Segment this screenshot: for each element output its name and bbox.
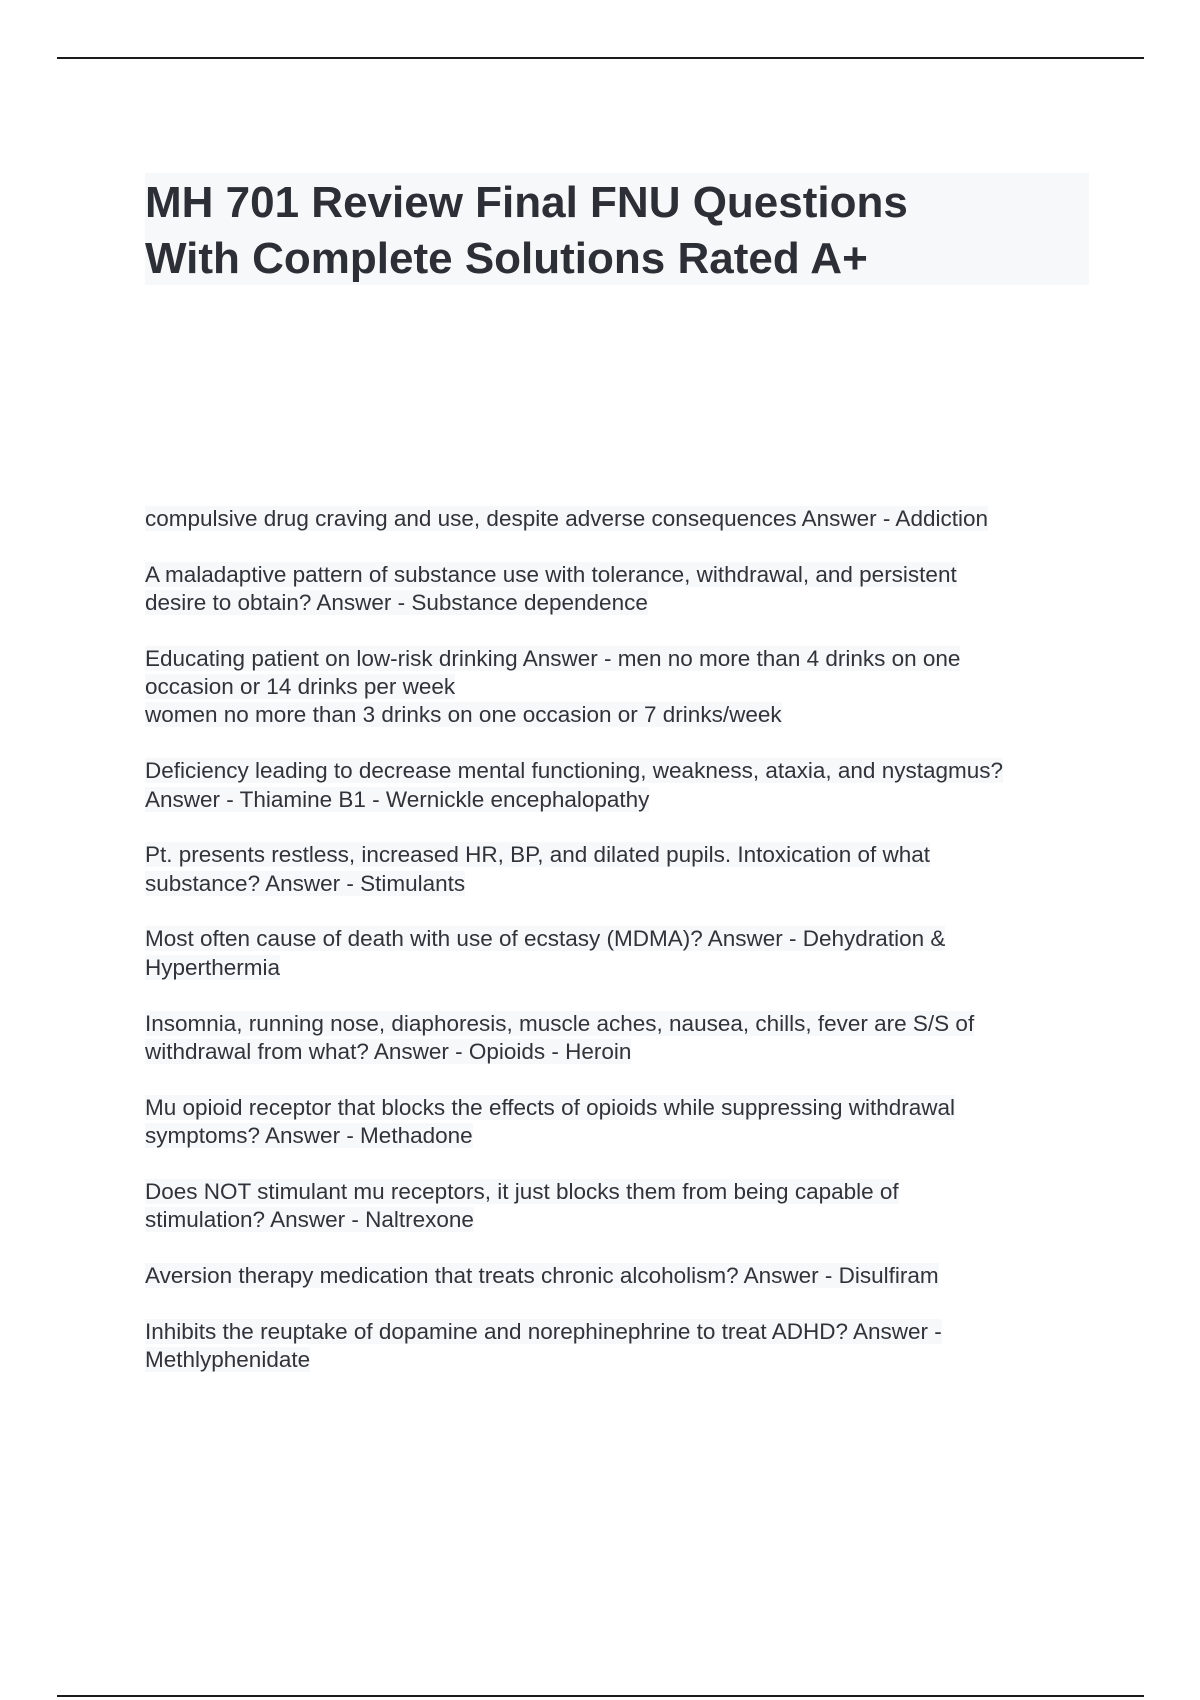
qa-line: substance? Answer - Stimulants bbox=[145, 870, 466, 896]
qa-line: Aversion therapy medication that treats chronic alcoholism? Answer - Disulfiram bbox=[145, 1262, 939, 1288]
qa-item-6 bbox=[145, 925, 1105, 982]
qa-item-11 bbox=[145, 1318, 1105, 1375]
qa-line: Does NOT stimulant mu receptors, it just blocks them from being capable of bbox=[145, 1178, 899, 1204]
qa-line: compulsive drug craving and use, despite adverse consequences Answer - Addiction bbox=[145, 506, 988, 531]
document-title bbox=[145, 173, 1089, 285]
qa-item-7 bbox=[145, 1010, 1105, 1067]
qa-line: withdrawal from what? Answer - Opioids - Heroin bbox=[145, 1038, 632, 1064]
qa-line: Mu opioid receptor that blocks the effects of opioids while suppressing withdrawal bbox=[145, 1094, 956, 1120]
qa-line: Methlyphenidate bbox=[145, 1346, 311, 1372]
qa-line: A maladaptive pattern of substance use with tolerance, withdrawal, and persistent bbox=[145, 561, 957, 587]
qa-item-2 bbox=[145, 561, 1105, 618]
qa-line: stimulation? Answer - Naltrexone bbox=[145, 1207, 474, 1233]
header-rule bbox=[57, 57, 1144, 59]
qa-item-10 bbox=[145, 1262, 1105, 1290]
footer-rule bbox=[57, 1695, 1144, 1697]
qa-line: women no more than 3 drinks on one occasion or 7 drinks/week bbox=[145, 702, 782, 728]
qa-line: Answer - Thiamine B1 - Wernickle encephalopathy bbox=[145, 786, 650, 812]
qa-line: Insomnia, running nose, diaphoresis, muscle aches, nausea, chills, fever are S/S of bbox=[145, 1010, 975, 1036]
qa-item-4 bbox=[145, 757, 1105, 814]
qa-list bbox=[145, 505, 1105, 1402]
qa-item-5 bbox=[145, 841, 1105, 898]
qa-line: Most often cause of death with use of ecstasy (MDMA)? Answer - Dehydration & bbox=[145, 926, 946, 952]
qa-item-3 bbox=[145, 645, 1105, 730]
title-line-1: MH 701 Review Final FNU Questions bbox=[145, 178, 908, 227]
qa-item-8 bbox=[145, 1094, 1105, 1151]
qa-line: Deficiency leading to decrease mental functioning, weakness, ataxia, and nystagmus? bbox=[145, 758, 1003, 784]
qa-line: Pt. presents restless, increased HR, BP, and dilated pupils. Intoxication of what bbox=[145, 842, 931, 868]
title-line-2: With Complete Solutions Rated A+ bbox=[145, 234, 868, 283]
qa-line: symptoms? Answer - Methadone bbox=[145, 1122, 473, 1148]
qa-line: occasion or 14 drinks per week bbox=[145, 674, 456, 700]
qa-line: Hyperthermia bbox=[145, 954, 281, 980]
qa-line: desire to obtain? Answer - Substance dependence bbox=[145, 590, 648, 616]
qa-item-9 bbox=[145, 1178, 1105, 1235]
qa-item-1 bbox=[145, 505, 1105, 533]
qa-line: Educating patient on low-risk drinking Answer - men no more than 4 drinks on one bbox=[145, 645, 961, 671]
qa-line: Inhibits the reuptake of dopamine and norephinephrine to treat ADHD? Answer - bbox=[145, 1318, 942, 1344]
